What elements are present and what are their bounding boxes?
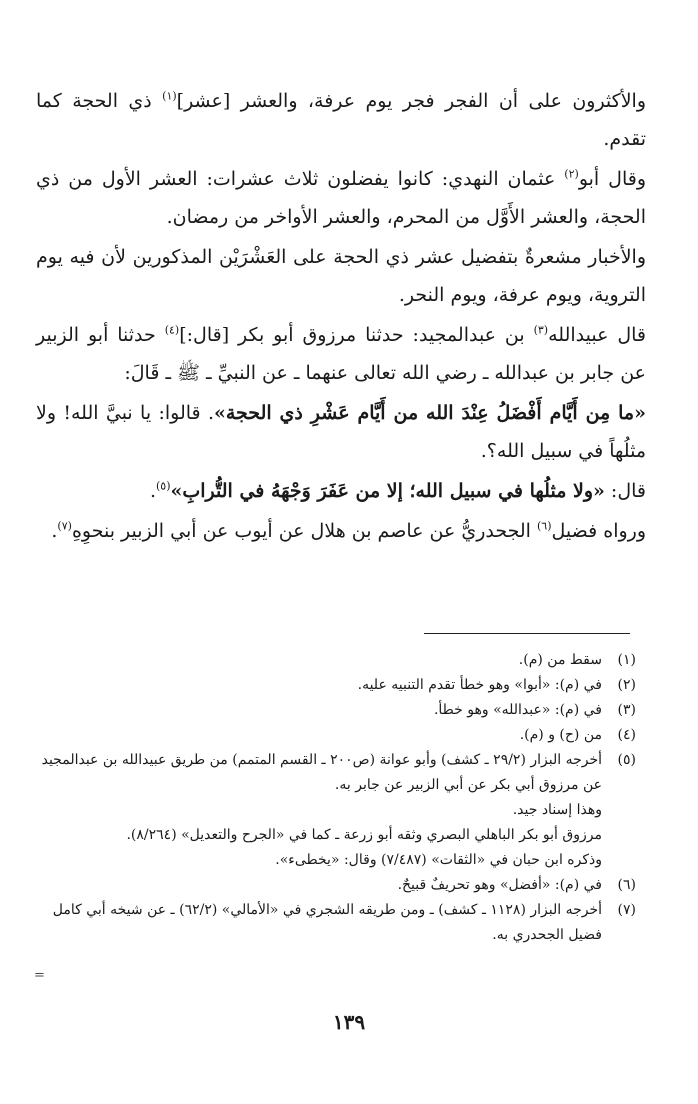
footnote-7 <box>36 898 636 948</box>
footnote-number: (١) <box>617 652 636 668</box>
footnote-number: (٣) <box>617 702 636 718</box>
text: والأكثرون على أن الفجر فجر يوم عرفة، والعشر [عشر] <box>176 90 646 112</box>
footnote-ref: (١) <box>162 89 177 103</box>
footnote-ref: (٥) <box>156 479 171 493</box>
hadith-text: «ما مِن أَيَّام أَفْضَلُ عِنْدَ الله من أَيَّام عَشْرِ ذي الحجة» <box>213 402 646 424</box>
footnote-continuation: مرزوق أبو بكر الباهلي البصري وثقه أبو زرعة ـ كما في «الجرح والتعديل» (٨/٢٦٤). <box>126 827 602 843</box>
footnote-text: في (م): «عبدالله» وهو خطأ. <box>433 702 602 718</box>
paragraph-1 <box>36 82 646 158</box>
paragraph-2 <box>36 160 646 236</box>
footnote-4 <box>36 723 636 748</box>
footnote-text: في (م): «أبوا» وهو خطأ تقدم التنبيه عليه. <box>357 677 602 693</box>
footnote-ref: (٤) <box>164 323 180 337</box>
margin-mark: = <box>34 968 45 983</box>
text: الجحدريُّ عن عاصم بن هلال عن أيوب عن أبي الزبير بنحوِهِ <box>71 520 537 542</box>
footnote-text: من (ح) و (م). <box>519 727 602 743</box>
paragraph-5 <box>36 394 646 470</box>
footnote-number: (٢) <box>617 677 636 693</box>
text: . قالوا: يا نبيَّ الله! ولا مثلُهاً في سبيل الله؟. <box>36 402 646 462</box>
footnote-3 <box>36 698 636 723</box>
text: عثمان النهدي: كانوا يفضلون ثلاث عشرات: العشر الأول من ذي الحجة، والعشر الأَوَّل من المحرم، والعشر الأواخر من رمضان. <box>36 168 646 228</box>
footnote-1 <box>36 648 636 673</box>
footnote-continuation: وذكره ابن حبان في «الثقات» (٧/٤٨٧) وقال: «يخطىء». <box>275 852 602 868</box>
text: قال: <box>604 480 646 502</box>
footnote-text: أخرجه البزار (٢٩/٢ ـ كشف) وأبو عوانة (ص٢٠٠ ـ القسم المتمم) من طريق عبيدالله بن عبدالمجيد عن مرزوق أبي بكر عن أبي الزبير عن جابر به. <box>41 752 602 793</box>
footnote-text: أخرجه البزار (١١٢٨ ـ كشف) ـ ومن طريقه الشجري في «الأمالي» (٦٢/٢) ـ عن شيخه أبي كامل فضيل الجحدري به. <box>52 902 602 943</box>
text: وقال أبو <box>578 168 646 190</box>
footnote-5 <box>36 748 636 873</box>
main-text <box>36 82 646 550</box>
footnote-2 <box>36 673 636 698</box>
paragraph-6 <box>36 472 646 510</box>
footnote-text: في (م): «أفضل» وهو تحريفٌ قبيحٌ. <box>397 877 602 893</box>
hadith-text: «ولا مثلُها في سبيل الله؛ إلا من عَفَرَ وَجْهَهُ في التُّرابِ» <box>170 480 605 502</box>
text: قال عبيدالله <box>548 324 646 346</box>
page-number: ١٣٩ <box>332 1010 366 1034</box>
footnote-continuation: وهذا إسناد جيد. <box>512 802 602 818</box>
paragraph-3: والأخبار مشعرةٌ بتفضيل عشر ذي الحجة على العَشْرَيْن المذكورين لأن فيه يوم التروية، ويوم عرفة، ويوم النحر. <box>36 246 646 306</box>
footnote-text: سقط من (م). <box>518 652 602 668</box>
text: ذي الحجة كما تقدم. <box>36 90 646 150</box>
footnote-6 <box>36 873 636 898</box>
footnote-ref: (٢) <box>564 167 579 181</box>
paragraph-4 <box>36 316 646 392</box>
text: ورواه فضيل <box>551 520 646 542</box>
paragraph-7 <box>36 512 646 550</box>
footnote-number: (٦) <box>617 877 636 893</box>
text: . <box>51 520 58 542</box>
footnote-number: (٥) <box>617 752 636 768</box>
text: بن عبدالمجيد: حدثنا مرزوق أبو بكر [قال:] <box>179 324 534 346</box>
footnote-ref: (٣) <box>533 323 549 337</box>
text: حدثنا أبو الزبير عن جابر بن عبدالله ـ رضي الله تعالى عنهما ـ عن النبيِّ ـ ﷺ ـ قَالَ: <box>36 324 646 384</box>
footnotes <box>36 648 636 948</box>
footnote-number: (٤) <box>617 727 636 743</box>
footnote-ref: (٧) <box>57 519 72 533</box>
footnote-divider <box>424 633 630 634</box>
footnote-ref: (٦) <box>537 519 552 533</box>
text: . <box>149 480 156 502</box>
footnote-number: (٧) <box>617 902 636 918</box>
